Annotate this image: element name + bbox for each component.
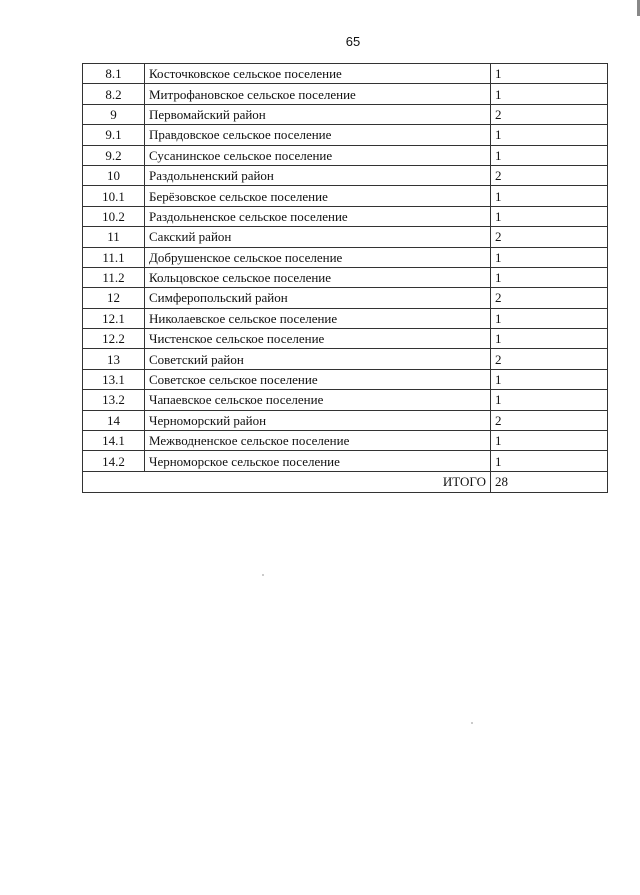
row-value: 1 (491, 267, 608, 287)
row-number: 10 (83, 165, 145, 185)
row-name: Чапаевское сельское поселение (145, 390, 491, 410)
scan-speck (262, 574, 264, 576)
table-row (83, 84, 608, 104)
row-name: Первомайский район (145, 104, 491, 124)
table-row (83, 410, 608, 430)
row-name: Черноморское сельское поселение (145, 451, 491, 471)
row-value: 1 (491, 369, 608, 389)
row-name: Раздольненское сельское поселение (145, 206, 491, 226)
row-name: Берёзовское сельское поселение (145, 186, 491, 206)
table-row (83, 145, 608, 165)
row-value: 2 (491, 165, 608, 185)
row-number: 9 (83, 104, 145, 124)
table-row (83, 349, 608, 369)
row-number: 11 (83, 227, 145, 247)
row-value: 2 (491, 410, 608, 430)
row-value: 1 (491, 390, 608, 410)
row-name: Николаевское сельское поселение (145, 308, 491, 328)
row-value: 1 (491, 451, 608, 471)
row-name: Советский район (145, 349, 491, 369)
row-value: 2 (491, 227, 608, 247)
row-number: 13 (83, 349, 145, 369)
row-value: 1 (491, 308, 608, 328)
row-number: 14.2 (83, 451, 145, 471)
table-row (83, 165, 608, 185)
row-value: 1 (491, 186, 608, 206)
row-value: 1 (491, 125, 608, 145)
row-name: Косточковское сельское поселение (145, 64, 491, 84)
table-row (83, 104, 608, 124)
settlements-table (82, 63, 608, 493)
row-number: 11.2 (83, 267, 145, 287)
row-number: 11.1 (83, 247, 145, 267)
total-label: ИТОГО (83, 471, 491, 492)
table-row (83, 267, 608, 287)
table-row (83, 64, 608, 84)
row-number: 10.1 (83, 186, 145, 206)
table-row (83, 125, 608, 145)
table-row (83, 369, 608, 389)
row-number: 10.2 (83, 206, 145, 226)
row-number: 9.1 (83, 125, 145, 145)
row-name: Межводненское сельское поселение (145, 431, 491, 451)
row-name: Правдовское сельское поселение (145, 125, 491, 145)
row-name: Добрушенское сельское поселение (145, 247, 491, 267)
row-value: 1 (491, 206, 608, 226)
table-row (83, 247, 608, 267)
table-row (83, 308, 608, 328)
table-row (83, 390, 608, 410)
row-value: 2 (491, 349, 608, 369)
row-name: Черноморский район (145, 410, 491, 430)
table-row (83, 329, 608, 349)
row-value: 1 (491, 145, 608, 165)
page-number: 65 (345, 34, 361, 49)
row-value: 2 (491, 104, 608, 124)
table-row (83, 206, 608, 226)
total-row (83, 471, 608, 492)
row-number: 13.1 (83, 369, 145, 389)
row-number: 12.2 (83, 329, 145, 349)
table-row (83, 431, 608, 451)
row-name: Кольцовское сельское поселение (145, 267, 491, 287)
row-value: 1 (491, 84, 608, 104)
row-number: 13.2 (83, 390, 145, 410)
row-value: 1 (491, 431, 608, 451)
table-row (83, 227, 608, 247)
row-number: 12.1 (83, 308, 145, 328)
row-name: Советское сельское поселение (145, 369, 491, 389)
row-name: Симферопольский район (145, 288, 491, 308)
row-number: 9.2 (83, 145, 145, 165)
row-number: 8.1 (83, 64, 145, 84)
row-number: 14.1 (83, 431, 145, 451)
table-row (83, 288, 608, 308)
row-name: Раздольненский район (145, 165, 491, 185)
row-value: 1 (491, 329, 608, 349)
row-value: 1 (491, 247, 608, 267)
scan-speck (471, 722, 473, 724)
table-row (83, 186, 608, 206)
row-number: 8.2 (83, 84, 145, 104)
row-value: 2 (491, 288, 608, 308)
table-row (83, 451, 608, 471)
row-number: 12 (83, 288, 145, 308)
row-value: 1 (491, 64, 608, 84)
row-name: Митрофановское сельское поселение (145, 84, 491, 104)
row-name: Чистенское сельское поселение (145, 329, 491, 349)
row-name: Сусанинское сельское поселение (145, 145, 491, 165)
total-value: 28 (491, 471, 608, 492)
table-body (83, 64, 608, 493)
row-name: Сакский район (145, 227, 491, 247)
row-number: 14 (83, 410, 145, 430)
